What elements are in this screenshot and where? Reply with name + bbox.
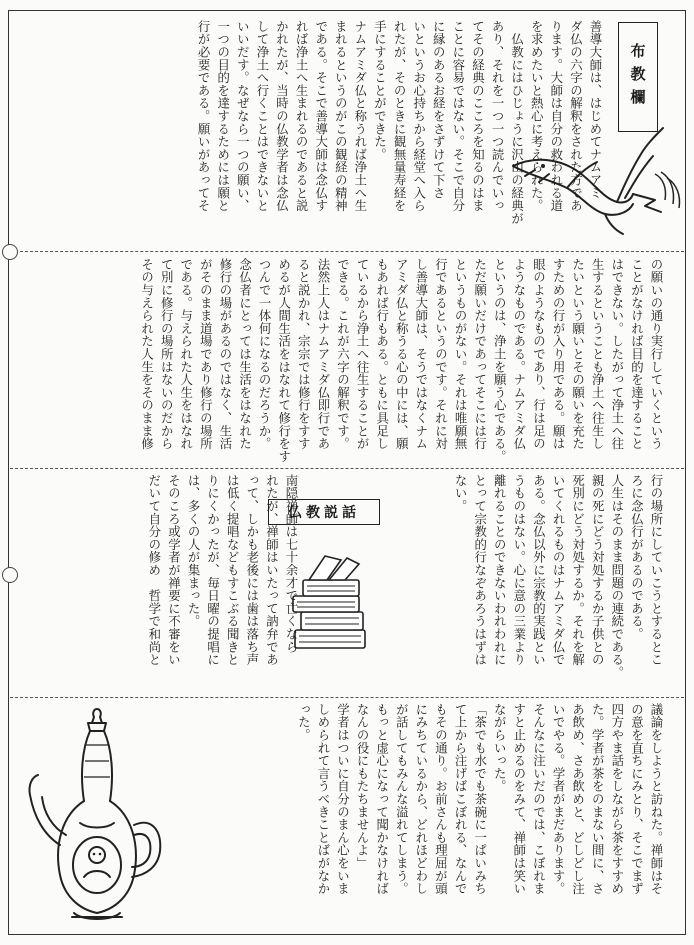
section-divider-3 <box>10 697 684 698</box>
section2-body-text: の願いの通り実行していくという ことがなければ目的を達すること はできない。したがって浄土へ往 生するということも浄土へ往生し たいという願いとその願いを充た すための行が入り用である。願は 眼のようなものであり、行は足の ようなものである。ナムアミダ仏 というのは、浄土を願う心である。 ただ願いだけであってそこには行 というものがない。それは唯願無 行であるというのです。それに対 し善導大師は、そうではなくナム アミダ仏と称うる心の中には、願 もあれば行もある。ともに具足し ているから浄土へ往生することが できる。これが六字の解釈です。 法然上人はナムアミダ仏即行であ ると説かれ、宗宗では修行をすす めるが人間生活をはなれて修行をす つんで一体何になるのだろうか。 念仏者にとっては生活をはなれた 修行の場があるのではなく、生活 がそのまま道場であり修行の場所 である。与えられた人生をはなれ て別に修行の場所はないのだから その与えられた人生をそのまま修 <box>139 258 664 463</box>
bukkyo-setsuwa-title: 仏教説話 <box>268 499 380 525</box>
section3-left-text: 南隠禅師は七十余才で亡くなら れたが、禅師はいたって訥弁であ って、しかも老後には歯は落ち声 は低く提唱などもすこぶる聞きと りにくかったが、毎日曜の提唱に は、多くの人が集まった。 そのころ或学者が禅要に不審をい だいて自分の修め 哲学で和尚と <box>146 474 299 666</box>
teapot-illustration <box>22 705 172 933</box>
binder-hole-bottom <box>2 567 18 583</box>
fukyo-column-header: 布教欄 <box>618 22 658 132</box>
section4-body-text: 議論をしようと訪ねた。禅師はそ の意を直ちにみとり、そこでまず 四方やま話をしながら茶をすすめ た。学者が茶をのまない間に、さ あ飲め、さあ飲めと、どしどし注 いでやる。学者がまだあります。 そんなに注いだのでは、こぼれま すと止めるのをみて、禅師は笑い ながらいった。 「茶でも水でも茶碗に一ぱいみち て上から注げばこぼれる、なんで もその通り。お前さんも理屈が頭 にみちているから、どれほどわし が話してもみんな溢れてしまう。 もっと虚心になって聞かなければ なんの役にもたちませんよ」 学者はついに自分のまん心をいま しめられて言うべきことばがなか った。 <box>296 703 664 895</box>
section-divider-2 <box>10 468 684 469</box>
section1-body-text: 善導大師は、はじめてナムアミ ダ仏の六字の解釈をされた方であ ります。大師は自分の救われる道 を求めたいと熱心に考えられた。 仏教にはひじょうに沢山の経典が あり、それを一つ一つ読んでいっ てその経典のこころを知るのはま ことに容易ではない。そこで自分 に縁のあるお経をさずけて下さ いというお心持ちから経堂へ入ら れたが、そのときに観無量寿経を 手にすることができた。 ナムアミダ仏と称うれば浄土へ生 まれるというのがこの観経の精神 である。そこで善導大師は念仏す れば浄土へ生まれるのであると説 かれたが、当時の仏教学者は念仏 して浄土へ行くことはできないと いいだす。なぜなら一つの願い、 一つの目的を達するためには願と 行が必要である。願いがあってそ <box>196 20 603 225</box>
binder-hole-top <box>2 244 18 260</box>
section3-right-text: 行の場所にしていこうとするとこ ろに念仏行があるのである。 人生はそのまま問題の連続である。 親の死にどう対処するか子供との 死別にどう対処するか。それを解 いてくれるものはナムアミダ仏で ある。念仏以外に宗教的実践とい うものはない。心に意の三業より 離れることのできないわれわれに とって宗教的行なぞあろうはずは ない。 <box>453 474 664 679</box>
section-divider-1 <box>10 251 684 252</box>
